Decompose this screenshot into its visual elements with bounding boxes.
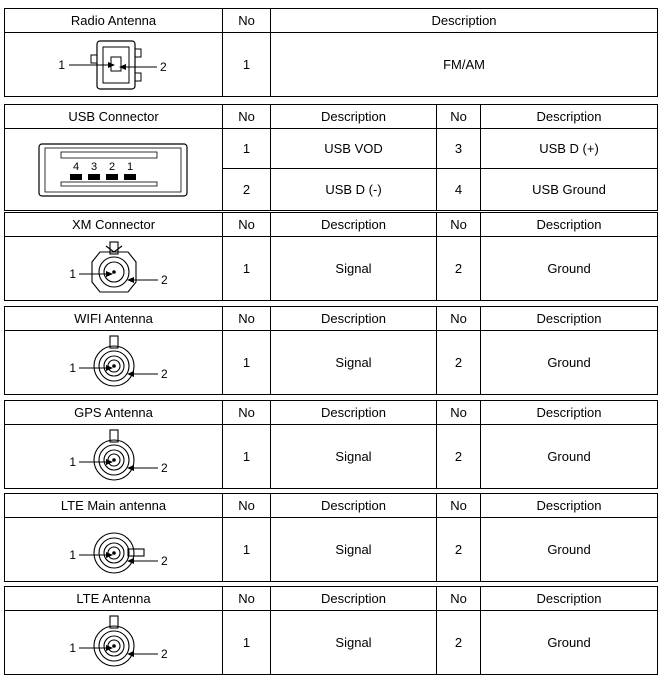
usb-connector-diagram	[5, 129, 223, 211]
wifi-antenna-table	[4, 306, 658, 395]
column-header-no: No	[223, 307, 271, 331]
pin-description: USB D (+)	[481, 129, 658, 169]
pin-description: Ground	[481, 611, 658, 675]
pin-no: 1	[223, 129, 271, 169]
connector-key	[106, 246, 122, 252]
column-header-description: Description	[271, 494, 437, 518]
column-header-no: No	[223, 105, 271, 129]
xm-connector-table	[4, 212, 658, 301]
pin-description: Signal	[271, 611, 437, 675]
coax-connector-drawing	[24, 519, 204, 581]
callout-1: 1	[68, 266, 76, 281]
pin-description: FM/AM	[271, 33, 658, 97]
pin-no: 1	[223, 331, 271, 395]
radio-antenna-table	[4, 8, 658, 97]
pin-no: 4	[437, 169, 481, 211]
column-header-description: Description	[271, 307, 437, 331]
connector-title: LTE Antenna	[5, 587, 223, 611]
column-header-no: No	[223, 587, 271, 611]
column-header-description: Description	[481, 587, 658, 611]
pin-no: 1	[223, 237, 271, 301]
callout-1: 1	[68, 360, 76, 375]
lte-main-antenna-table	[4, 493, 658, 582]
connector-pin	[112, 551, 116, 555]
column-header-no: No	[223, 494, 271, 518]
usb-pin-label: 1	[126, 160, 133, 173]
column-header-no: No	[437, 105, 481, 129]
connector-pin	[112, 458, 116, 462]
connector-title: XM Connector	[5, 213, 223, 237]
callout-2: 2	[160, 646, 168, 661]
pin-no: 3	[437, 129, 481, 169]
connector-tab	[128, 549, 144, 556]
wifi-antenna-diagram	[5, 331, 223, 395]
pin-description: USB Ground	[481, 169, 658, 211]
callout-1: 1	[68, 454, 76, 469]
column-header-no: No	[223, 213, 271, 237]
callout-2: 2	[160, 272, 168, 287]
column-header-no: No	[437, 213, 481, 237]
coax-connector-drawing	[24, 612, 204, 674]
connector-pin	[112, 364, 116, 368]
connector-pin	[112, 270, 116, 274]
column-header-description: Description	[271, 401, 437, 425]
pin-no: 2	[437, 518, 481, 582]
usb-pin-label: 4	[72, 160, 79, 173]
usb-pin-label: 2	[108, 160, 115, 173]
coax-connector-drawing	[24, 426, 204, 488]
column-header-description: Description	[271, 9, 658, 33]
lte-antenna-table	[4, 586, 658, 675]
arrowhead	[106, 271, 113, 277]
pin-description: Ground	[481, 425, 658, 489]
callout-2: 2	[160, 553, 168, 568]
pin-description: Signal	[271, 518, 437, 582]
pin-description: Ground	[481, 518, 658, 582]
xm-connector-diagram	[5, 237, 223, 301]
column-header-description: Description	[481, 105, 658, 129]
connector-title: LTE Main antenna	[5, 494, 223, 518]
column-header-description: Description	[271, 587, 437, 611]
callout-1: 1	[68, 640, 76, 655]
lte-antenna-diagram	[5, 611, 223, 675]
pin-no: 2	[437, 331, 481, 395]
column-header-description: Description	[481, 307, 658, 331]
connector-title: Radio Antenna	[5, 9, 223, 33]
callout-1: 1	[68, 547, 76, 562]
pin-no: 2	[437, 237, 481, 301]
connector-title: WIFI Antenna	[5, 307, 223, 331]
callout-1: 1	[57, 57, 65, 72]
column-header-description: Description	[481, 401, 658, 425]
coax-connector-drawing	[24, 238, 204, 300]
pin-description: USB VOD	[271, 129, 437, 169]
callout-2: 2	[160, 460, 168, 475]
pin-description: Signal	[271, 331, 437, 395]
coax-connector-drawing	[24, 332, 204, 394]
column-header-no: No	[223, 9, 271, 33]
gps-antenna-table	[4, 400, 658, 489]
lte-main-antenna-diagram	[5, 518, 223, 582]
callout-2: 2	[159, 59, 167, 74]
connector-title: GPS Antenna	[5, 401, 223, 425]
column-header-description: Description	[271, 105, 437, 129]
radio-antenna-diagram	[5, 33, 223, 97]
callout-2: 2	[160, 366, 168, 381]
pin-description: USB D (-)	[271, 169, 437, 211]
connector-title: USB Connector	[5, 105, 223, 129]
column-header-description: Description	[481, 213, 658, 237]
usb-pin-label: 3	[90, 160, 97, 173]
pin-no: 1	[223, 33, 271, 97]
gps-antenna-diagram	[5, 425, 223, 489]
pin-no: 1	[223, 518, 271, 582]
column-header-description: Description	[481, 494, 658, 518]
column-header-no: No	[437, 587, 481, 611]
pin-description: Signal	[271, 237, 437, 301]
pin-no: 2	[437, 425, 481, 489]
pin-no: 2	[437, 611, 481, 675]
pin-no: 1	[223, 611, 271, 675]
pin-description: Signal	[271, 425, 437, 489]
column-header-no: No	[437, 307, 481, 331]
column-header-no: No	[437, 401, 481, 425]
column-header-description: Description	[271, 213, 437, 237]
column-header-no: No	[437, 494, 481, 518]
usb-connector-table	[4, 104, 658, 211]
pin-no: 1	[223, 425, 271, 489]
pin-description: Ground	[481, 237, 658, 301]
connector-pin	[112, 644, 116, 648]
pin-description: Ground	[481, 331, 658, 395]
column-header-no: No	[223, 401, 271, 425]
pin-no: 2	[223, 169, 271, 211]
